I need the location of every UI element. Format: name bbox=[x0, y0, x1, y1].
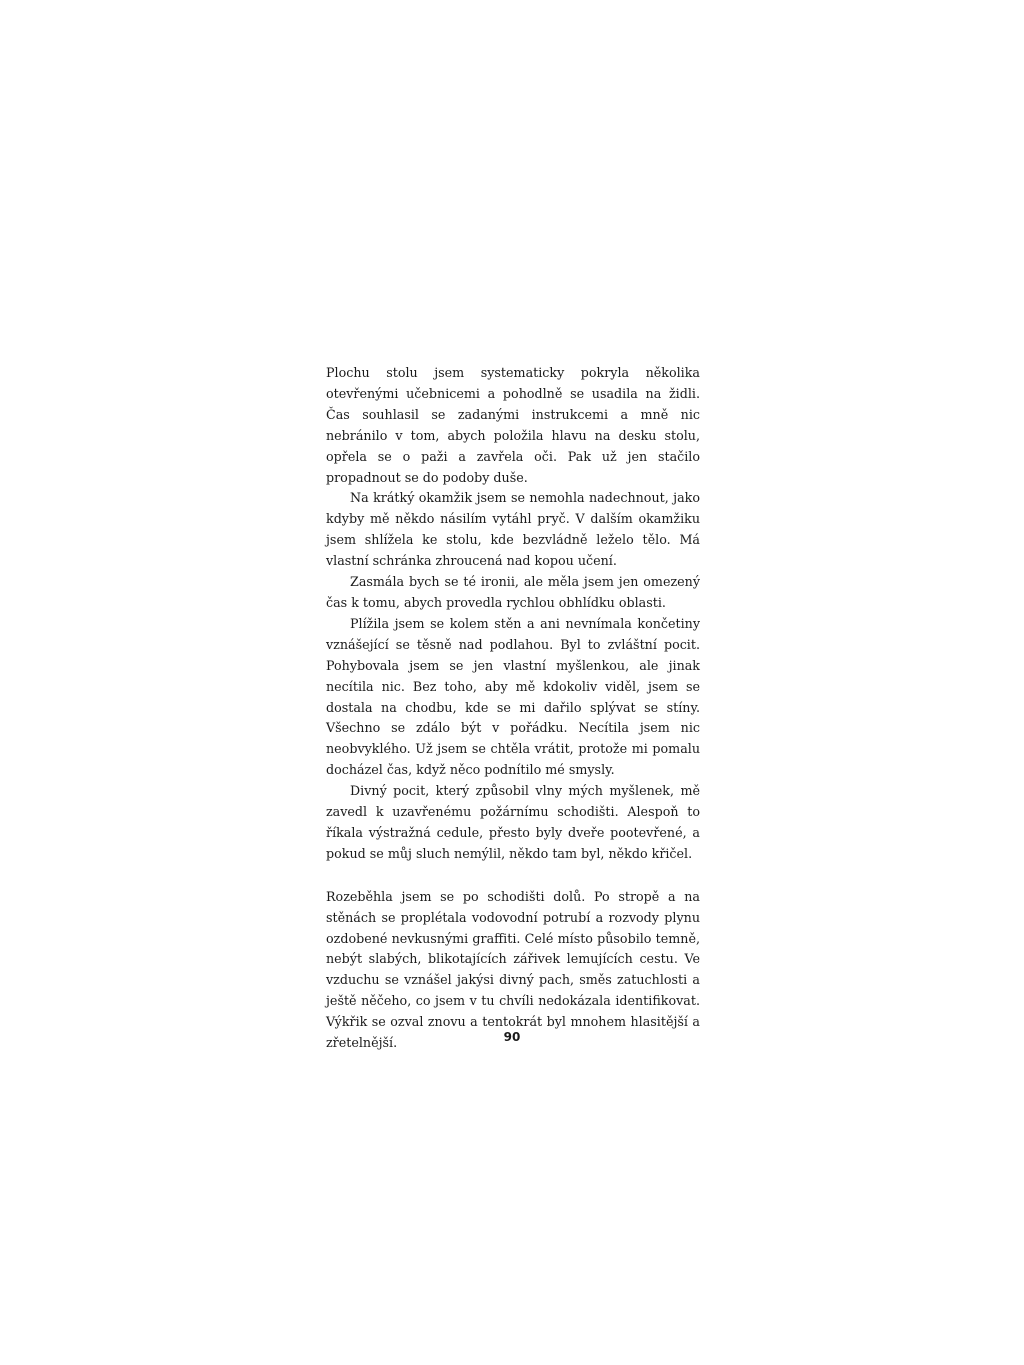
page-number: 90 bbox=[503, 1030, 521, 1044]
paragraph: Plížila jsem se kolem stěn a ani nevnímala končetiny vznášející se těsně nad podlahou. Byl to zvláštní pocit. Pohybovala jsem se jen vlastní myšlenkou, ale jinak necítila nic. Bez toho, aby mě kdokoliv viděl, jsem se dostala na chodbu, kde se mi dařilo splývat se stíny. Všechno se zdálo být v pořádku. Necítila jsem nic neobvyklého. Už jsem se chtěla vrátit, protože mi pomalu docházel čas, když něco podnítilo mé smysly. bbox=[326, 615, 700, 778]
paragraph: Divný pocit, který způsobil vlny mých myšlenek, mě zavedl k uzavřenému požárnímu schodišti. Alespoň to říkala výstražná cedule, přesto byly dveře pootevřené, a pokud se můj sluch nemýlil, někdo tam byl, někdo křičel. bbox=[326, 783, 700, 861]
paragraph: Zasmála bych se té ironii, ale měla jsem jen omezený čas k tomu, abych provedla rychlou obhlídku oblasti. bbox=[326, 574, 700, 610]
section-break bbox=[326, 865, 700, 887]
paragraph: Na krátký okamžik jsem se nemohla nadechnout, jako kdyby mě někdo násilím vytáhl pryč. V dalším okamžiku jsem shlížela ke stolu, kde bezvládně leželo tělo. Má vlastní schránka zhroucená nad kopou učení. bbox=[326, 490, 700, 569]
body-text bbox=[326, 363, 700, 1054]
paragraph: Plochu stolu jsem systematicky pokryla několika otevřenými učebnicemi a pohodlně se usadila na židli. Čas souhlasil se zadanými instrukcemi a mně nic nebránilo v tom, abych položila hlavu na desku stolu, opřela se o paži a zavřela oči. Pak už jen stačilo propadnout se do podoby duše. bbox=[326, 365, 700, 485]
paragraph: Rozeběhla jsem se po schodišti dolů. Po stropě a na stěnách se proplétala vodovodní potrubí a rozvody plynu ozdobené nevkusnými graffiti. Celé místo působilo temně, nebýt slabých, blikotajících zářivek lemujících cestu. Ve vzduchu se vznášel jakýsi divný pach, směs zatuchlosti a ještě něčeho, co jsem v tu chvíli nedokázala identifikovat. Výkřik se ozval znovu a tentokrát byl mnohem hlasitější a zřetelnější. bbox=[326, 888, 700, 1051]
